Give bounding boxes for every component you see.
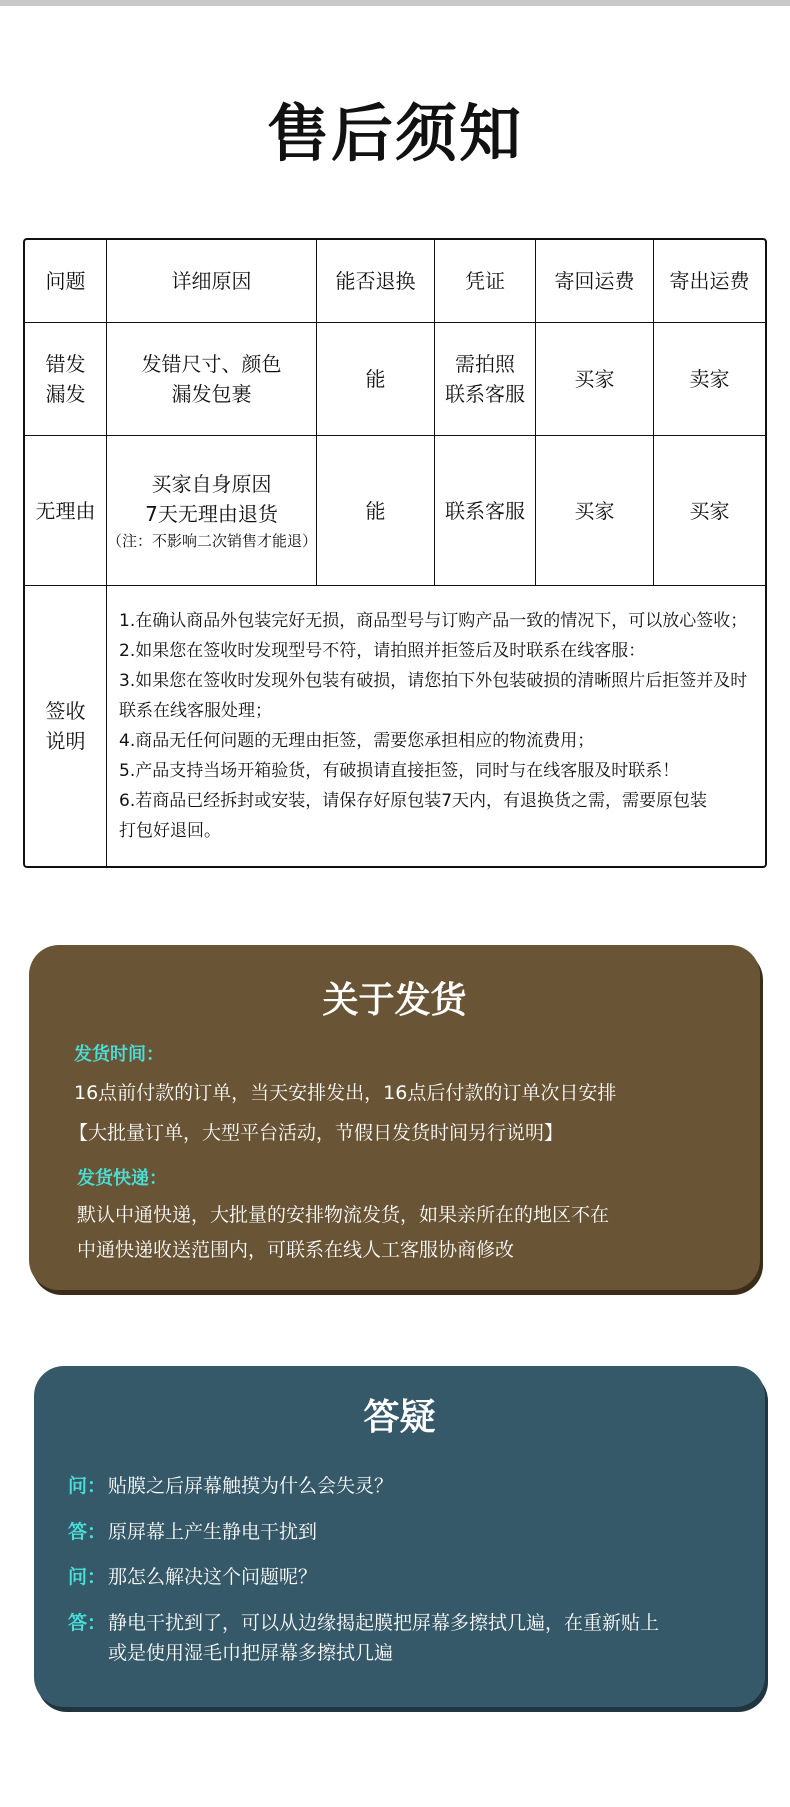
note-line: 2.如果您在签收时发现型号不符，请拍照并拒签后及时联系在线客服： [119,641,646,661]
header-cell-proof: 凭证 [435,240,536,322]
returnable-cell: 能 [317,436,435,585]
header-cell-reason: 详细原因 [107,240,317,322]
faq-panel [34,1366,765,1707]
return-shipping-cell: 买家 [536,323,654,435]
header-cell-issue: 问题 [25,240,107,322]
shipping-express-line: 中通快递收送范围内，可联系在线人工客服协商修改 [77,1239,515,1261]
issue-line: 错发 [45,352,86,376]
faq-text-line: 或是使用湿毛巾把屏幕多擦拭几遍 [108,1642,394,1664]
faq-question [68,1562,748,1592]
faq-answer [68,1608,748,1668]
note-line: 5.产品支持当场开箱验货，有破损请直接拒签，同时与在线客服及时联系！ [119,761,680,781]
faq-title: 答疑 [363,1397,436,1438]
issue-line: 无理由 [35,498,96,523]
table-header-row [25,240,765,323]
faq-prefix: 问： [68,1475,107,1497]
return-shipping-cell: 买家 [536,436,654,585]
note-line: 打包好退回。 [119,821,221,841]
note-line: 3.如果您在签收时发现外包装有破损，请您拍下外包装破损的清晰照片后拒签并及时 [119,671,748,691]
header-cell-return-shipping: 寄回运费 [536,240,654,322]
faq-text [108,1471,393,1501]
notes-body [107,586,765,866]
faq-prefix: 问： [68,1566,107,1588]
shipping-express-line: 默认中通快递，大批量的安排物流发货，如果亲所在的地区不在 [77,1204,610,1226]
after-sales-policy-table [23,238,767,868]
reason-line: 发错尺寸、颜色 [141,352,282,376]
shipping-info-panel [29,945,760,1290]
reason-note: （注：不影响二次销售才能退） [107,531,318,550]
page-title: 售后须知 [266,97,523,170]
note-line: 6.若商品已经拆封或安装，请保存好原包装7天内，有退换货之需，需要原包装 [119,791,708,811]
faq-text [108,1517,317,1547]
issue-line: 漏发 [45,382,86,406]
shipping-time-label: 发货时间： [74,1044,164,1065]
faq-text [108,1562,317,1592]
faq-text-line: 原屏幕上产生静电干扰到 [108,1521,318,1543]
faq-text-line: 贴膜之后屏幕触摸为什么会失灵？ [108,1475,394,1497]
faq-answer [68,1517,748,1547]
table-row-receipt-notes [25,586,765,866]
reason-cell [107,436,317,585]
proof-cell [435,436,536,585]
issue-cell [25,323,107,435]
faq-question [68,1471,748,1501]
proof-line: 联系客服 [445,498,525,523]
faq-text-line: 那怎么解决这个问题呢？ [108,1566,318,1588]
table-row-wrong-or-missing [25,323,765,436]
reason-line: 7天无理由退货 [145,501,278,526]
shipping-time-text: 16点前付款的订单，当天安排发出，16点后付款的订单次日安排 [74,1082,617,1104]
proof-line: 联系客服 [445,382,525,406]
faq-prefix: 答： [68,1612,107,1634]
proof-cell [435,323,536,435]
header-cell-returnable: 能否退换 [317,240,435,322]
send-shipping-cell: 卖家 [689,367,730,391]
reason-line: 买家自身原因 [151,471,272,496]
shipping-title: 关于发货 [322,980,467,1021]
reason-cell [107,323,317,435]
shipping-express-label: 发货快递： [77,1168,167,1189]
note-line: 4.商品无任何问题的无理由拒签，需要您承担相应的物流费用； [119,731,595,751]
table-row-no-reason [25,436,765,586]
issue-cell [25,436,107,585]
notes-label-line: 签收 [45,699,86,723]
reason-line: 漏发包裹 [171,382,252,406]
notes-label-line: 说明 [45,729,86,753]
note-line: 联系在线客服处理； [119,701,272,721]
proof-line: 需拍照 [455,352,515,376]
top-divider [0,0,790,6]
faq-prefix: 答： [68,1521,107,1543]
faq-text [108,1608,659,1668]
header-cell-send-shipping: 寄出运费 [669,269,750,293]
faq-text-line: 静电干扰到了，可以从边缘揭起膜把屏幕多擦拭几遍，在重新贴上 [108,1612,660,1634]
returnable-cell: 能 [317,323,435,435]
shipping-time-note: 【大批量订单，大型平台活动，节假日发货时间另行说明】 [69,1122,564,1144]
notes-label-cell [25,586,107,866]
note-line: 1.在确认商品外包装完好无损，商品型号与订购产品一致的情况下，可以放心签收； [119,611,748,631]
send-shipping-cell: 买家 [689,498,730,523]
